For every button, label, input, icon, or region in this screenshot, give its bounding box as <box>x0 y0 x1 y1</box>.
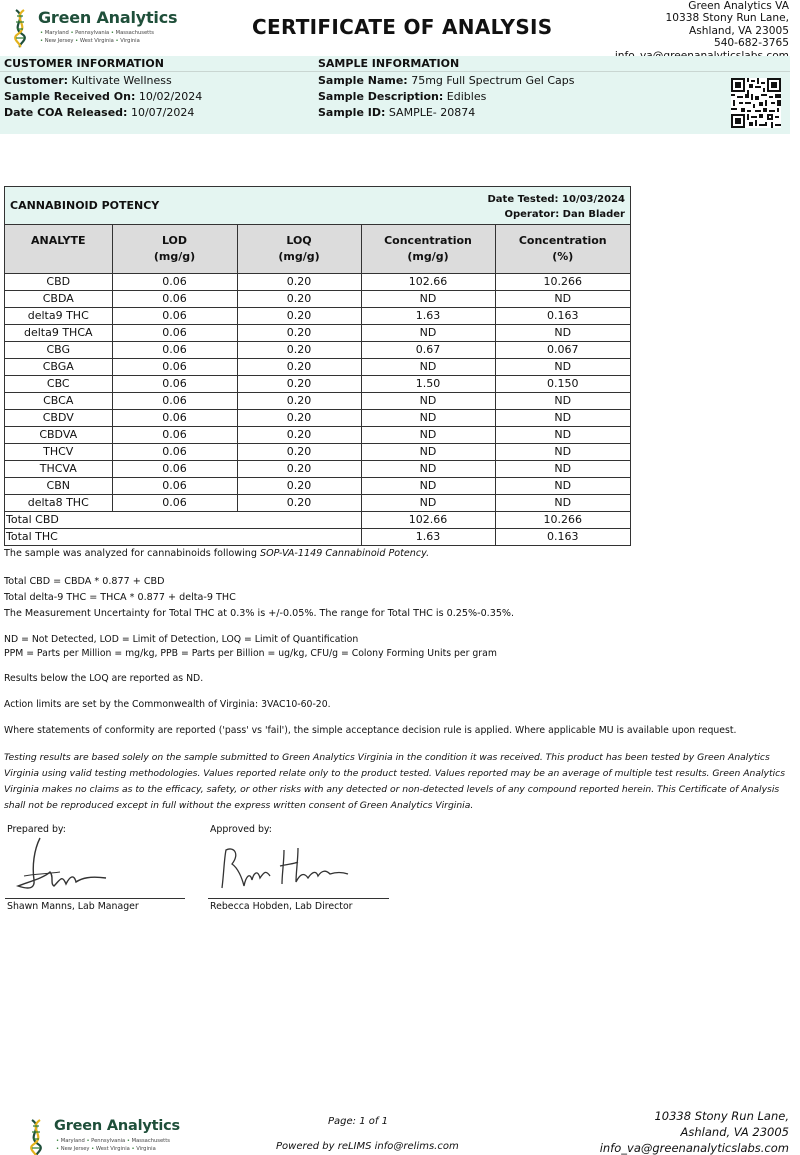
powered-by: Powered by reLIMS info@relims.com <box>276 1141 459 1152</box>
qr-code-icon[interactable] <box>731 78 781 128</box>
cell-mg-g: ND <box>361 443 495 460</box>
cell-loq: 0.20 <box>237 409 361 426</box>
cell-pct: 0.150 <box>495 375 630 392</box>
page-number: Page: 1 of 1 <box>328 1116 388 1127</box>
col-analyte: ANALYTE <box>5 225 112 273</box>
conformity-note: Where statements of conformity are reported ('pass' vs 'fail'), the simple acceptance decision rule is applied. Where applicable MU is available upon request. <box>4 725 737 736</box>
company-logo <box>8 6 178 50</box>
table-row <box>5 392 630 409</box>
cell-pct: ND <box>495 477 630 494</box>
prepared-by-name: Shawn Manns, Lab Manager <box>7 901 139 912</box>
cell-analyte: CBDVA <box>5 426 112 443</box>
cell-lod: 0.06 <box>112 426 237 443</box>
cell-pct: ND <box>495 409 630 426</box>
total-pct: 10.266 <box>495 511 630 528</box>
potency-table <box>4 186 631 546</box>
cell-analyte: CBDV <box>5 409 112 426</box>
cell-mg-g: 1.63 <box>361 307 495 324</box>
cell-loq: 0.20 <box>237 460 361 477</box>
table-row <box>5 460 630 477</box>
cell-loq: 0.20 <box>237 307 361 324</box>
potency-header <box>5 187 630 225</box>
cell-lod: 0.06 <box>112 358 237 375</box>
cell-loq: 0.20 <box>237 443 361 460</box>
cell-loq: 0.20 <box>237 392 361 409</box>
table-row <box>5 358 630 375</box>
sample-info-heading: SAMPLE INFORMATION <box>318 57 460 70</box>
cell-mg-g: ND <box>361 460 495 477</box>
col-concentration-mg: Concentration (mg/g) <box>361 225 495 273</box>
cell-lod: 0.06 <box>112 273 237 290</box>
cell-analyte: CBD <box>5 273 112 290</box>
cell-lod: 0.06 <box>112 392 237 409</box>
cell-pct: ND <box>495 358 630 375</box>
released-line: Date COA Released: 10/07/2024 <box>4 106 195 119</box>
cell-lod: 0.06 <box>112 341 237 358</box>
table-row <box>5 375 630 392</box>
cell-analyte: delta8 THC <box>5 494 112 511</box>
disclaimer: Testing results are based solely on the sample submitted to Green Analytics Virginia in the condition it was received. This product has been tested by Green Analytics Virginia using valid testing methodologies. Values reported relate only to the product tested. Values reported may be an average of multiple test results. Green Analytics Virginia makes no claims as to the efficacy, safety, or other risks with any detected or non-detected levels of any compound reported herein. This Certificate of Analysis shall not be reproduced except in full without the express written consent of Green Analytics Virginia. <box>4 752 785 811</box>
prepared-signature-line <box>5 898 185 899</box>
total-label: Total CBD <box>5 511 361 528</box>
cell-analyte: CBGA <box>5 358 112 375</box>
prepared-signature <box>10 836 120 894</box>
total-label: Total THC <box>5 528 361 545</box>
cell-mg-g: 0.67 <box>361 341 495 358</box>
cell-lod: 0.06 <box>112 409 237 426</box>
lab-address: Green Analytics VA 10338 Stony Run Lane, Ashland, VA 23005 540-682-3765 <box>615 0 789 62</box>
logo-name: Green Analytics <box>38 8 178 27</box>
cell-loq: 0.20 <box>237 477 361 494</box>
cell-analyte: CBDA <box>5 290 112 307</box>
abbreviations-2: PPM = Parts per Million = mg/kg, PPB = Parts per Billion = ug/kg, CFU/g = Colony Forming Units per gram <box>4 648 497 659</box>
sample-description-line: Sample Description: Edibles <box>318 90 487 103</box>
cell-mg-g: ND <box>361 409 495 426</box>
total-mg-g: 102.66 <box>361 511 495 528</box>
received-line: Sample Received On: 10/02/2024 <box>4 90 203 103</box>
cell-analyte: CBG <box>5 341 112 358</box>
footer-logo <box>24 1116 184 1155</box>
cell-pct: ND <box>495 494 630 511</box>
logo-states-line2: • New Jersey • West Virginia • Virginia <box>40 38 140 44</box>
cell-loq: 0.20 <box>237 341 361 358</box>
table-row <box>5 443 630 460</box>
column-headers <box>5 225 630 273</box>
table-row <box>5 273 630 290</box>
footer-logo-states-line1: • Maryland • Pennsylvania • Massachusetts <box>56 1138 170 1144</box>
cell-pct: 10.266 <box>495 273 630 290</box>
customer-info-heading: CUSTOMER INFORMATION <box>4 57 164 70</box>
cell-pct: ND <box>495 426 630 443</box>
prepared-by-label: Prepared by: <box>7 824 66 835</box>
cell-loq: 0.20 <box>237 273 361 290</box>
sample-id-line: Sample ID: SAMPLE- 20874 <box>318 106 476 119</box>
cell-analyte: CBCA <box>5 392 112 409</box>
total-pct: 0.163 <box>547 529 579 543</box>
col-lod: LOD (mg/g) <box>112 225 237 273</box>
uncertainty-note: The Measurement Uncertainty for Total THC at 0.3% is +/-0.05%. The range for Total THC is 0.25%-0.35%. <box>4 608 515 619</box>
cell-lod: 0.06 <box>112 460 237 477</box>
sample-name-line: Sample Name: 75mg Full Spectrum Gel Caps <box>318 74 575 87</box>
table-row <box>5 307 630 324</box>
col-loq: LOQ (mg/g) <box>237 225 361 273</box>
below-loq-note: Results below the LOQ are reported as ND. <box>4 673 204 684</box>
footer-logo-states-line2: • New Jersey • West Virginia • Virginia <box>56 1146 156 1152</box>
cell-mg-g: ND <box>361 392 495 409</box>
cell-mg-g: 102.66 <box>361 273 495 290</box>
table-row <box>5 324 630 341</box>
customer-line: Customer: Kultivate Wellness <box>4 74 172 87</box>
cell-loq: 0.20 <box>237 426 361 443</box>
cell-loq: 0.20 <box>237 494 361 511</box>
cell-mg-g: ND <box>361 477 495 494</box>
document-title: CERTIFICATE OF ANALYSIS <box>252 15 553 39</box>
cell-mg-g: ND <box>361 494 495 511</box>
cell-pct: ND <box>495 324 630 341</box>
cell-analyte: THCVA <box>5 460 112 477</box>
cell-lod: 0.06 <box>112 324 237 341</box>
potency-title: CANNABINOID POTENCY <box>10 199 160 212</box>
dna-helix-icon <box>8 8 34 48</box>
logo-states-line1: • Maryland • Pennsylvania • Massachusetts <box>40 30 154 36</box>
dna-helix-icon <box>24 1118 50 1155</box>
cell-mg-g: ND <box>361 426 495 443</box>
cell-analyte: THCV <box>5 443 112 460</box>
cell-analyte: delta9 THCA <box>5 324 112 341</box>
cell-pct: ND <box>495 460 630 477</box>
cell-pct: ND <box>495 290 630 307</box>
table-row <box>5 426 630 443</box>
cell-pct: 0.163 <box>495 307 630 324</box>
approved-by-label: Approved by: <box>210 824 272 835</box>
total-row <box>5 511 630 528</box>
table-row <box>5 290 630 307</box>
approved-signature-line <box>208 898 389 899</box>
cell-pct: ND <box>495 392 630 409</box>
cell-mg-g: ND <box>361 358 495 375</box>
action-limits-note: Action limits are set by the Commonwealth of Virginia: 3VAC10-60-20. <box>4 699 331 710</box>
approved-signature <box>214 842 354 892</box>
cell-loq: 0.20 <box>237 290 361 307</box>
cell-mg-g: ND <box>361 324 495 341</box>
table-row <box>5 494 630 511</box>
cell-lod: 0.06 <box>112 375 237 392</box>
col-concentration-pct: Concentration (%) <box>495 225 630 273</box>
cell-analyte: CBN <box>5 477 112 494</box>
approved-by-name: Rebecca Hobden, Lab Director <box>210 901 353 912</box>
method-note: The sample was analyzed for cannabinoids following SOP-VA-1149 Cannabinoid Potency. <box>4 548 430 559</box>
table-row <box>5 477 630 494</box>
footer-email[interactable]: info_va@greenanalyticslabs.com <box>599 1141 789 1155</box>
total-mg-g: 1.63 <box>361 528 495 545</box>
operator: Operator: Dan Blader <box>504 209 625 220</box>
table-row <box>5 409 630 426</box>
total-row <box>5 528 630 545</box>
footer-logo-name: Green Analytics <box>54 1118 180 1134</box>
cell-lod: 0.06 <box>112 307 237 324</box>
formula-cbd: Total CBD = CBDA * 0.877 + CBD <box>4 576 165 587</box>
formula-thc: Total delta-9 THC = THCA * 0.877 + delta-9 THC <box>4 592 236 603</box>
cell-pct: 0.067 <box>495 341 630 358</box>
cell-lod: 0.06 <box>112 494 237 511</box>
potency-meta <box>488 192 626 222</box>
table-row <box>5 341 630 358</box>
cell-loq: 0.20 <box>237 358 361 375</box>
potency-results <box>5 225 630 545</box>
cell-pct: ND <box>495 443 630 460</box>
cell-analyte: delta9 THC <box>5 307 112 324</box>
cell-mg-g: 1.50 <box>361 375 495 392</box>
cell-lod: 0.06 <box>112 290 237 307</box>
abbreviations-1: ND = Not Detected, LOD = Limit of Detection, LOQ = Limit of Quantification <box>4 634 359 645</box>
footer-address: 10338 Stony Run Lane, Ashland, VA 23005 info_va@greenanalyticslabs.com <box>599 1109 789 1155</box>
date-tested: Date Tested: 10/03/2024 <box>487 194 625 205</box>
cell-mg-g: ND <box>361 290 495 307</box>
cell-lod: 0.06 <box>112 477 237 494</box>
cell-loq: 0.20 <box>237 324 361 341</box>
cell-loq: 0.20 <box>237 375 361 392</box>
info-divider <box>0 71 790 72</box>
cell-analyte: CBC <box>5 375 112 392</box>
cell-lod: 0.06 <box>112 443 237 460</box>
